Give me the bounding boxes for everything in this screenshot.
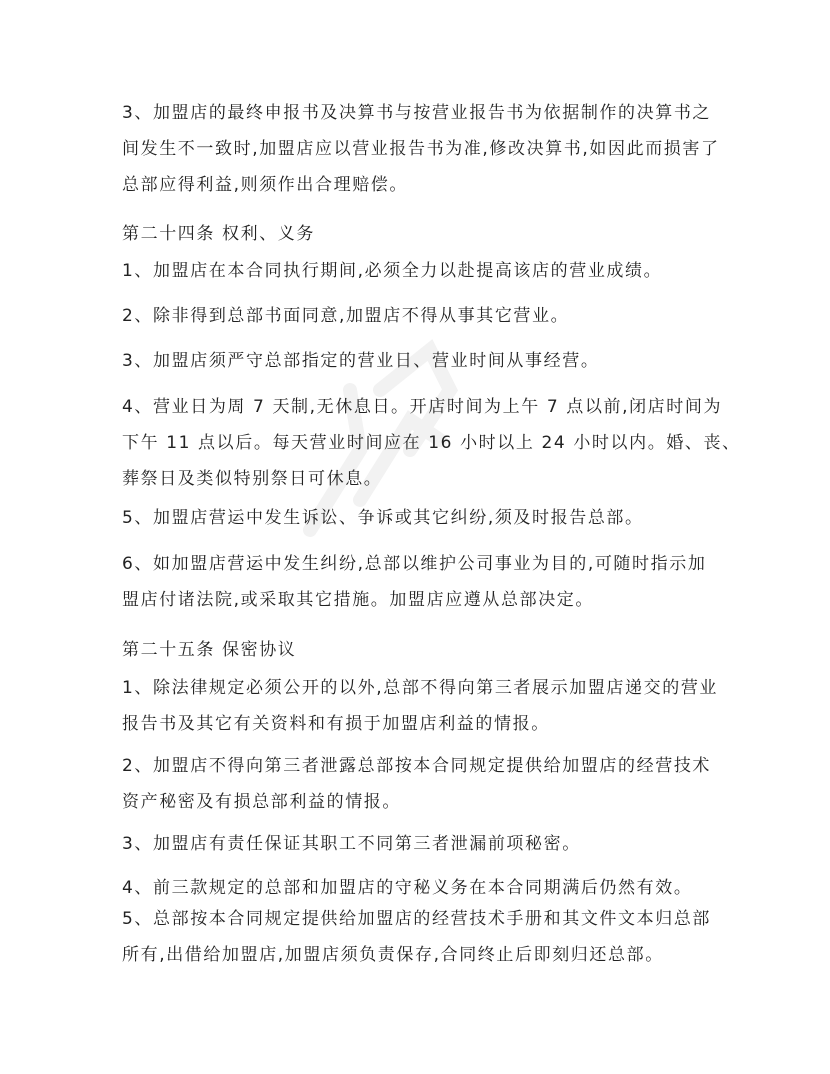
text-line: 1、加盟店在本合同执行期间,必须全力以赴提高该店的营业成绩。 (122, 261, 663, 281)
text-line: 3、加盟店须严守总部指定的营业日、营业时间从事经营。 (122, 351, 600, 371)
text-line: 5、加盟店营运中发生诉讼、争诉或其它纠纷,须及时报告总部。 (122, 508, 644, 528)
text-line: 4、前三款规定的总部和加盟店的守秘义务在本合同期满后仍然有效。 (122, 878, 693, 898)
text-line: 葬祭日及类似特别祭日可休息。 (122, 469, 383, 489)
text-line: 盟店付诸法院,或采取其它措施。加盟店应遵从总部决定。 (122, 590, 595, 610)
text-line: 5、总部按本合同规定提供给加盟店的经营技术手册和其文件文本归总部 (122, 909, 712, 929)
text-line: 资产秘密及有损总部利益的情报。 (122, 792, 401, 812)
text-line: 4、营业日为周 7 天制,无休息日。开店时间为上午 7 点以前,闭店时间为 (122, 397, 723, 417)
text-line: 2、加盟店不得向第三者泄露总部按本合同规定提供给加盟店的经营技术 (122, 756, 712, 776)
text-line: 间发生不一致时,加盟店应以营业报告书为准,修改决算书,如因此而损害了 (122, 139, 720, 159)
text-line: 2、除非得到总部书面同意,加盟店不得从事其它营业。 (122, 306, 570, 326)
section-heading: 第二十五条 保密协议 (122, 640, 297, 660)
text-line: 报告书及其它有关资料和有损于加盟店利益的情报。 (122, 714, 550, 734)
text-line: 3、加盟店有责任保证其职工不同第三者泄漏前项秘密。 (122, 834, 581, 854)
text-line: 3、加盟店的最终申报书及决算书与按营业报告书为依据制作的决算书之 (122, 103, 712, 123)
text-line: 所有,出借给加盟店,加盟店须负责保存,合同终止后即刻归还总部。 (122, 945, 664, 965)
text-line: 1、除法律规定必须公开的以外,总部不得向第三者展示加盟店递交的营业 (122, 678, 719, 698)
text-line: 下午 11 点以后。每天营业时间应在 16 小时以上 24 小时以内。婚、丧、 (122, 433, 741, 453)
text-line: 总部应得利益,则须作出合理赔偿。 (122, 175, 409, 195)
text-line: 6、如加盟店营运中发生纠纷,总部以维护公司事业为目的,可随时指示加 (122, 554, 707, 574)
section-heading: 第二十四条 权利、义务 (122, 224, 316, 244)
